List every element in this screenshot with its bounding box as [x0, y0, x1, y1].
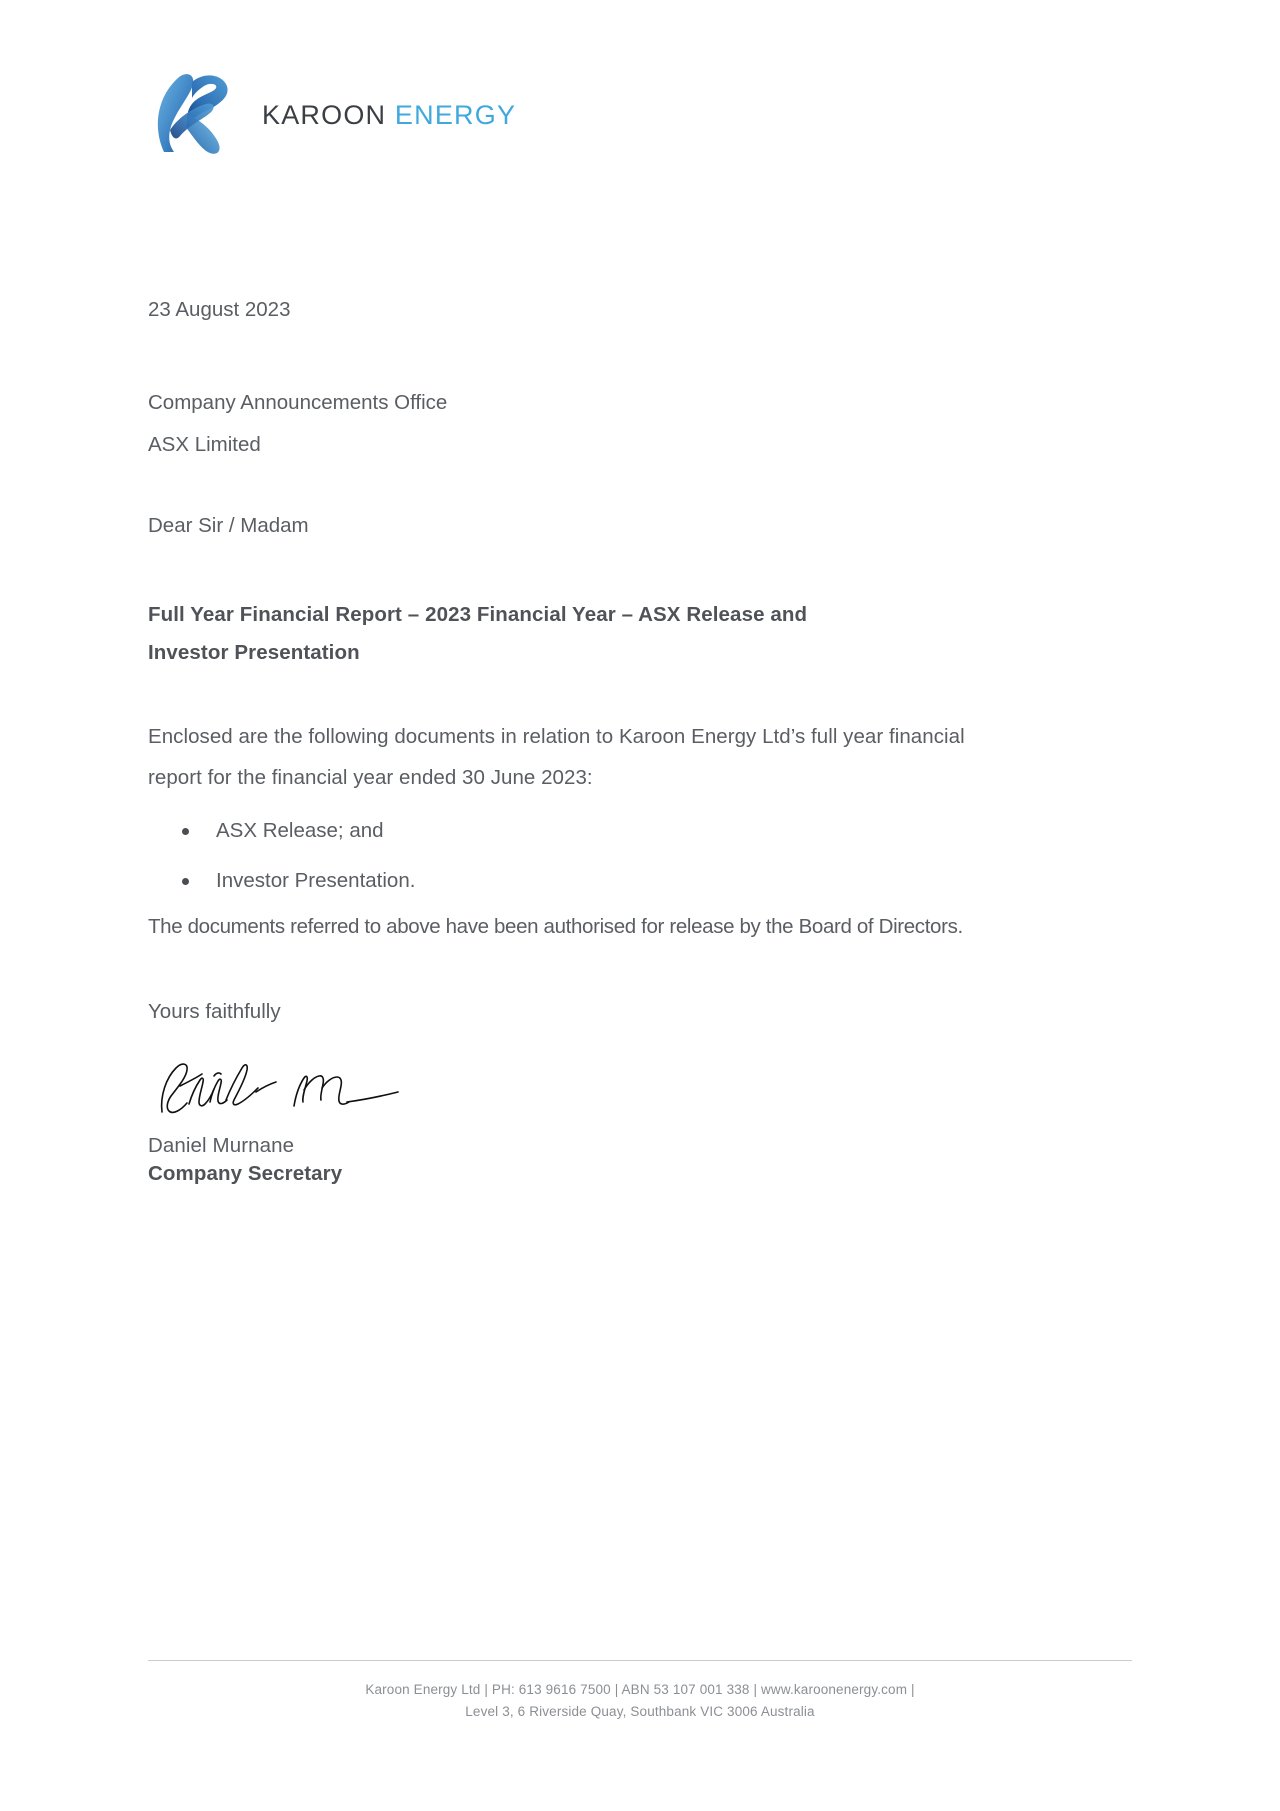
- list-item: [148, 820, 1028, 843]
- subject-heading: Full Year Financial Report – 2023 Financial Year – ASX Release and Investor Presentation: [148, 603, 808, 664]
- letter-date: 23 August 2023: [148, 298, 291, 321]
- enclosure-list: [148, 820, 1028, 893]
- signature-block: [148, 1000, 406, 1186]
- list-item-label: ASX Release; and: [216, 818, 384, 842]
- addressee-block: [148, 390, 1028, 456]
- letter-body: [148, 300, 1028, 940]
- list-item-label: Investor Presentation.: [216, 869, 416, 893]
- closing-paragraph: The documents referred to above have been authorised for release by the Board of Directors.: [148, 914, 963, 938]
- footer-divider: [148, 1660, 1132, 1661]
- valediction: Yours faithfully: [148, 1000, 281, 1023]
- brand-wordmark: [262, 96, 516, 129]
- signatory-title: Company Secretary: [148, 1162, 343, 1185]
- letterhead: [148, 68, 516, 156]
- list-item: [148, 870, 1028, 893]
- karoon-k-monogram-icon: [148, 68, 244, 156]
- bullet-dot-icon: [182, 878, 189, 885]
- bullet-dot-icon: [182, 828, 189, 835]
- wordmark-energy: ENERGY: [394, 99, 517, 130]
- handwritten-signature-icon: [148, 1046, 406, 1118]
- footer-line-2: Level 3, 6 Riverside Quay, Southbank VIC 3006 Australia: [465, 1704, 815, 1720]
- salutation: Dear Sir / Madam: [148, 513, 309, 537]
- intro-paragraph: Enclosed are the following documents in relation to Karoon Energy Ltd’s full year financial report for the financial year ended 30 June 2023:: [148, 724, 965, 789]
- footer-line-1: Karoon Energy Ltd | PH: 613 9616 7500 | ABN 53 107 001 338 | www.karoonenergy.com |: [365, 1682, 915, 1697]
- signatory-name: Daniel Murnane: [148, 1134, 295, 1157]
- addressee-line-1: Company Announcements Office: [148, 390, 448, 414]
- wordmark-karoon: KAROON: [262, 99, 387, 130]
- addressee-line-2: ASX Limited: [148, 433, 261, 456]
- page-footer: [148, 1660, 1132, 1724]
